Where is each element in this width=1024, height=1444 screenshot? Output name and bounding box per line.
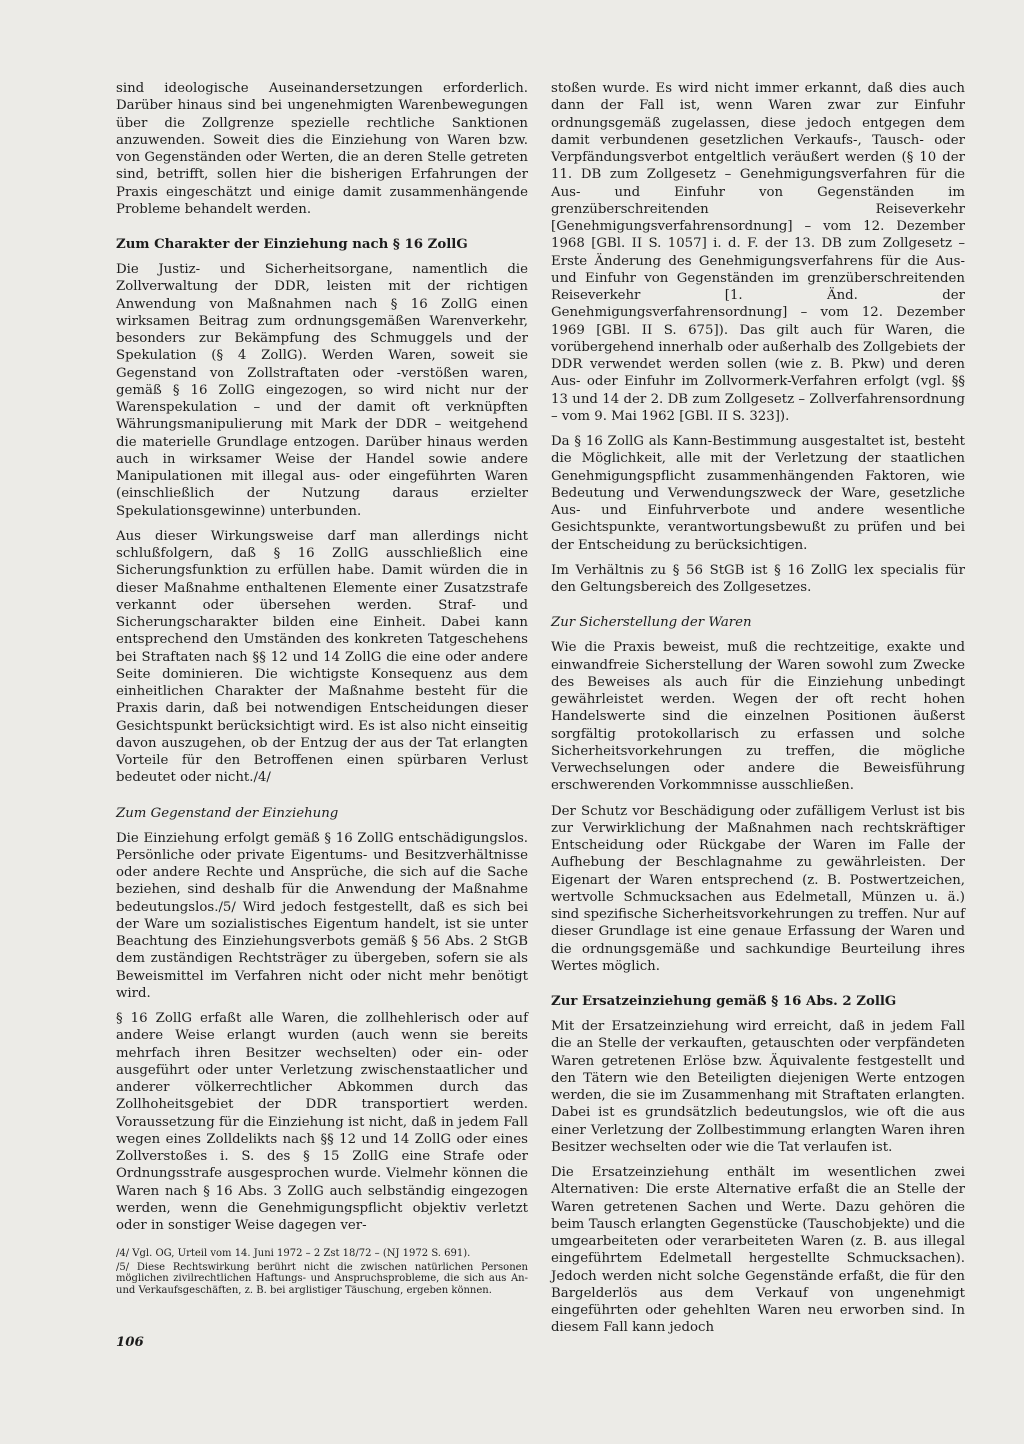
paragraph: Mit der Ersatzeinziehung wird erreicht, daß in jedem Fall die an Stelle der verkauften, getauschten oder verpfändeten Waren getretenen Erlöse bzw. Äquivalente festgestellt und den Tätern wie den Beteiligten diejenigen Werte entzogen werden, die sie im Zusammenhang mit Straftaten erlangten. Dabei ist es grundsätzlich bedeutungslos, wie oft die aus einer Verletzung der Zollbestimmung erlangten Waren ihren Besitzer wechselten oder wie die Tat verlaufen ist. <box>551 1019 965 1155</box>
paragraph: Der Schutz vor Beschädigung oder zufälligem Verlust ist bis zur Verwirklichung der Maßnahmen nach rechtskräftiger Entscheidung oder Rückgabe der Waren im Falle der Aufhebung der Beschlagnahme zu gewährleisten. Der Eigenart der Waren entsprechend (z. B. Postwertzeichen, wertvolle Schmucksachen aus Edelmetall, Münzen u. ä.) sind spezifische Sicherheitsvorkehrungen zu treffen. Nur auf dieser Grundlage ist eine genaue Erfassung der Waren und die ordnungsgemäße und sachkundige Beurteilung ihres Wertes möglich. <box>551 803 965 974</box>
section-heading: Zur Sicherstellung der Waren <box>551 615 752 631</box>
right-column <box>551 80 965 1345</box>
footnote: /5/ Diese Rechtswirkung berührt nicht die zwischen natürlichen Personen möglichen zivilrechtlichen Haftungs- und Anspruchsprobleme, die sich aus An- und Verkaufsgeschäften, z. B. bei arglistiger Täuschung, ergeben können. <box>116 1261 528 1296</box>
paragraph: § 16 ZollG erfaßt alle Waren, die zollhehlerisch oder auf andere Weise erlangt wurden (auch wenn sie bereits mehrfach ihren Besitzer wechselten) oder ein- oder ausgeführt oder unter Verletzung zwischenstaatlicher und anderer völkerrechtlicher Abkommen durch das Zollhoheitsgebiet der DDR transportiert werden. Voraussetzung für die Einziehung ist nicht, daß in jedem Fall wegen eines Zolldelikts nach §§ 12 und 14 ZollG oder eines Zollverstoßes i. S. des § 15 ZollG eine Strafe oder Ordnungsstrafe ausgesprochen wurde. Vielmehr können die Waren nach § 16 Abs. 3 ZollG auch selbständig eingezogen werden, wenn die Genehmigungspflicht objektiv verletzt oder in sonstiger Weise dagegen ver- <box>116 1011 528 1233</box>
section-heading: Zum Gegenstand der Einziehung <box>116 805 339 821</box>
left-column <box>116 80 528 1298</box>
section-heading: Zum Charakter der Einziehung nach § 16 ZollG <box>116 237 468 252</box>
page-number: 106 <box>116 1335 144 1350</box>
footnote: /4/ Vgl. OG, Urteil vom 14. Juni 1972 – 2 Zst 18/72 – (NJ 1972 S. 691). <box>116 1248 471 1260</box>
paragraph: Wie die Praxis beweist, muß die rechtzeitige, exakte und einwandfreie Sicherstellung der Waren sowohl zum Zwecke des Beweises als auch für die Einziehung unbedingt gewährleistet werden. Wegen der oft recht hohen Handelswerte sind die einzelnen Positionen äußerst sorgfältig protokollarisch zu erfassen und solche Sicherheitsvorkehrungen zu treffen, die mögliche Verwechselungen oder andere die Beweisführung erschwerenden Vorkommnisse ausschließen. <box>551 640 965 794</box>
paragraph: Da § 16 ZollG als Kann-Bestimmung ausgestaltet ist, besteht die Möglichkeit, alle mit der Verletzung der staatlichen Genehmigungspflicht zusammenhängenden Faktoren, wie Bedeutung und Verwendungszweck der Ware, gesetzliche Aus- und Einfuhrverbote und andere wesentliche Gesichtspunkte, verantwortungsbewußt zu prüfen und bei der Entscheidung zu berücksichtigen. <box>551 434 965 553</box>
footnotes <box>116 1248 528 1296</box>
paragraph: stoßen wurde. Es wird nicht immer erkannt, daß dies auch dann der Fall ist, wenn Waren zwar zur Einfuhr ordnungsgemäß zugelassen, diese jedoch entgegen dem damit verbundenen gesetzlichen Verkaufs-, Tausch- oder Verpfändungsverbot entgeltlich veräußert werden (§ 10 der 11. DB zum Zollgesetz – Genehmigungsverfahren für die Aus- und Einfuhr von Gegenständen im grenzüberschreitenden Reiseverkehr [Genehmigungsverfahrensordnung] – vom 12. Dezember 1968 [GBl. II S. 1057] i. d. F. der 13. DB zum Zollgesetz – Erste Änderung des Genehmigungsverfahrens für die Aus- und Einfuhr von Gegenständen im grenzüberschreitenden Reiseverkehr [1. Änd. der Genehmigungsverfahrensordnung] – vom 12. Dezember 1969 [GBl. II S. 675]). Das gilt auch für Waren, die vorübergehend innerhalb oder außerhalb des Zollgebiets der DDR verwendet werden sollen (wie z. B. Pkw) und deren Aus- oder Einfuhr im Zollvormerk-Verfahren erfolgt (vgl. §§ 13 und 14 der 2. DB zum Zollgesetz – Zollverfahrensordnung – vom 9. Mai 1962 [GBl. II S. 323]). <box>551 81 965 424</box>
section-heading: Zur Ersatzeinziehung gemäß § 16 Abs. 2 ZollG <box>551 994 897 1009</box>
paragraph: Aus dieser Wirkungsweise darf man allerdings nicht schlußfolgern, daß § 16 ZollG ausschließlich eine Sicherungsfunktion zu erfüllen habe. Damit würden die in dieser Maßnahme enthaltenen Elemente einer Zusatzstrafe verkannt oder übersehen werden. Straf- und Sicherungscharakter bilden eine Einheit. Dabei kann entsprechend den Umständen des konkreten Tatgeschehens bei Straftaten nach §§ 12 und 14 ZollG die eine oder andere Seite dominieren. Die wichtigste Konsequenz aus dem einheitlichen Charakter der Maßnahme besteht für die Praxis darin, daß bei notwendigen Entscheidungen dieser Gesichtspunkt berücksichtigt wird. Es ist also nicht einseitig davon auszugehen, ob der Entzug der aus der Tat erlangten Vorteile für den Betroffenen einen spürbaren Verlust bedeutet oder nicht./4/ <box>116 528 528 786</box>
paragraph: Die Ersatzeinziehung enthält im wesentlichen zwei Alternativen: Die erste Alternative erfaßt die an Stelle der Waren getretenen Sachen und Werte. Dazu gehören die beim Tausch erlangten Gegenstücke (Tauschobjekte) und die umgearbeiteten oder verarbeiteten Waren (z. B. aus illegal eingeführtem Edelmetall hergestellte Schmucksachen). Jedoch werden nicht solche Gegenstände erfaßt, die für den Bargelderlös aus dem Verkauf von ungenehmigt eingeführten oder gehehlten Waren neu erworben sind. In diesem Fall kann jedoch <box>551 1165 965 1336</box>
paragraph: Die Justiz- und Sicherheitsorgane, namentlich die Zollverwaltung der DDR, leisten mit der richtigen Anwendung von Maßnahmen nach § 16 ZollG einen wirksamen Beitrag zum ordnungsgemäßen Warenverkehr, besonders zur Bekämpfung des Schmuggels und der Spekulation (§ 4 ZollG). Werden Waren, soweit sie Gegenstand von Zollstraftaten oder -verstößen waren, gemäß § 16 ZollG eingezogen, so wird nicht nur der Warenspekulation – und der damit oft verknüpften Währungsmanipulierung mit Mark der DDR – weitgehend die materielle Grundlage entzogen. Darüber hinaus werden auch in wirksamer Weise der Handel sowie andere Manipulationen mit illegal aus- oder eingeführten Waren (einschließlich der Nutzung daraus erzielter Spekulationsgewinne) unterbunden. <box>116 262 528 519</box>
paragraph: Die Einziehung erfolgt gemäß § 16 ZollG entschädigungslos. Persönliche oder private Eigentums- und Besitzverhältnisse oder andere Rechte und Ansprüche, die sich auf die Sache beziehen, sind deshalb für die Anwendung der Maßnahme bedeutungslos./5/ Wird jedoch festgestellt, daß es sich bei der Ware um sozialistisches Eigentum handelt, ist sie unter Beachtung des Einziehungsverbots gemäß § 56 Abs. 2 StGB dem zuständigen Rechtsträger zu übergeben, sofern sie als Beweismittel im Verfahren nicht oder nicht mehr benötigt wird. <box>116 830 528 1001</box>
paragraph: Im Verhältnis zu § 56 StGB ist § 16 ZollG lex specialis für den Geltungsbereich des Zollgesetzes. <box>551 562 965 595</box>
paragraph: sind ideologische Auseinandersetzungen erforderlich. Darüber hinaus sind bei ungenehmigten Warenbewegungen über die Zollgrenze spezielle rechtliche Sanktionen anzuwenden. Soweit dies die Einziehung von Waren bzw. von Gegenständen oder Werten, die an deren Stelle getreten sind, betrifft, sollen hier die bisherigen Erfahrungen der Praxis eingeschätzt und einige damit zusammenhängende Probleme behandelt werden. <box>116 81 528 217</box>
